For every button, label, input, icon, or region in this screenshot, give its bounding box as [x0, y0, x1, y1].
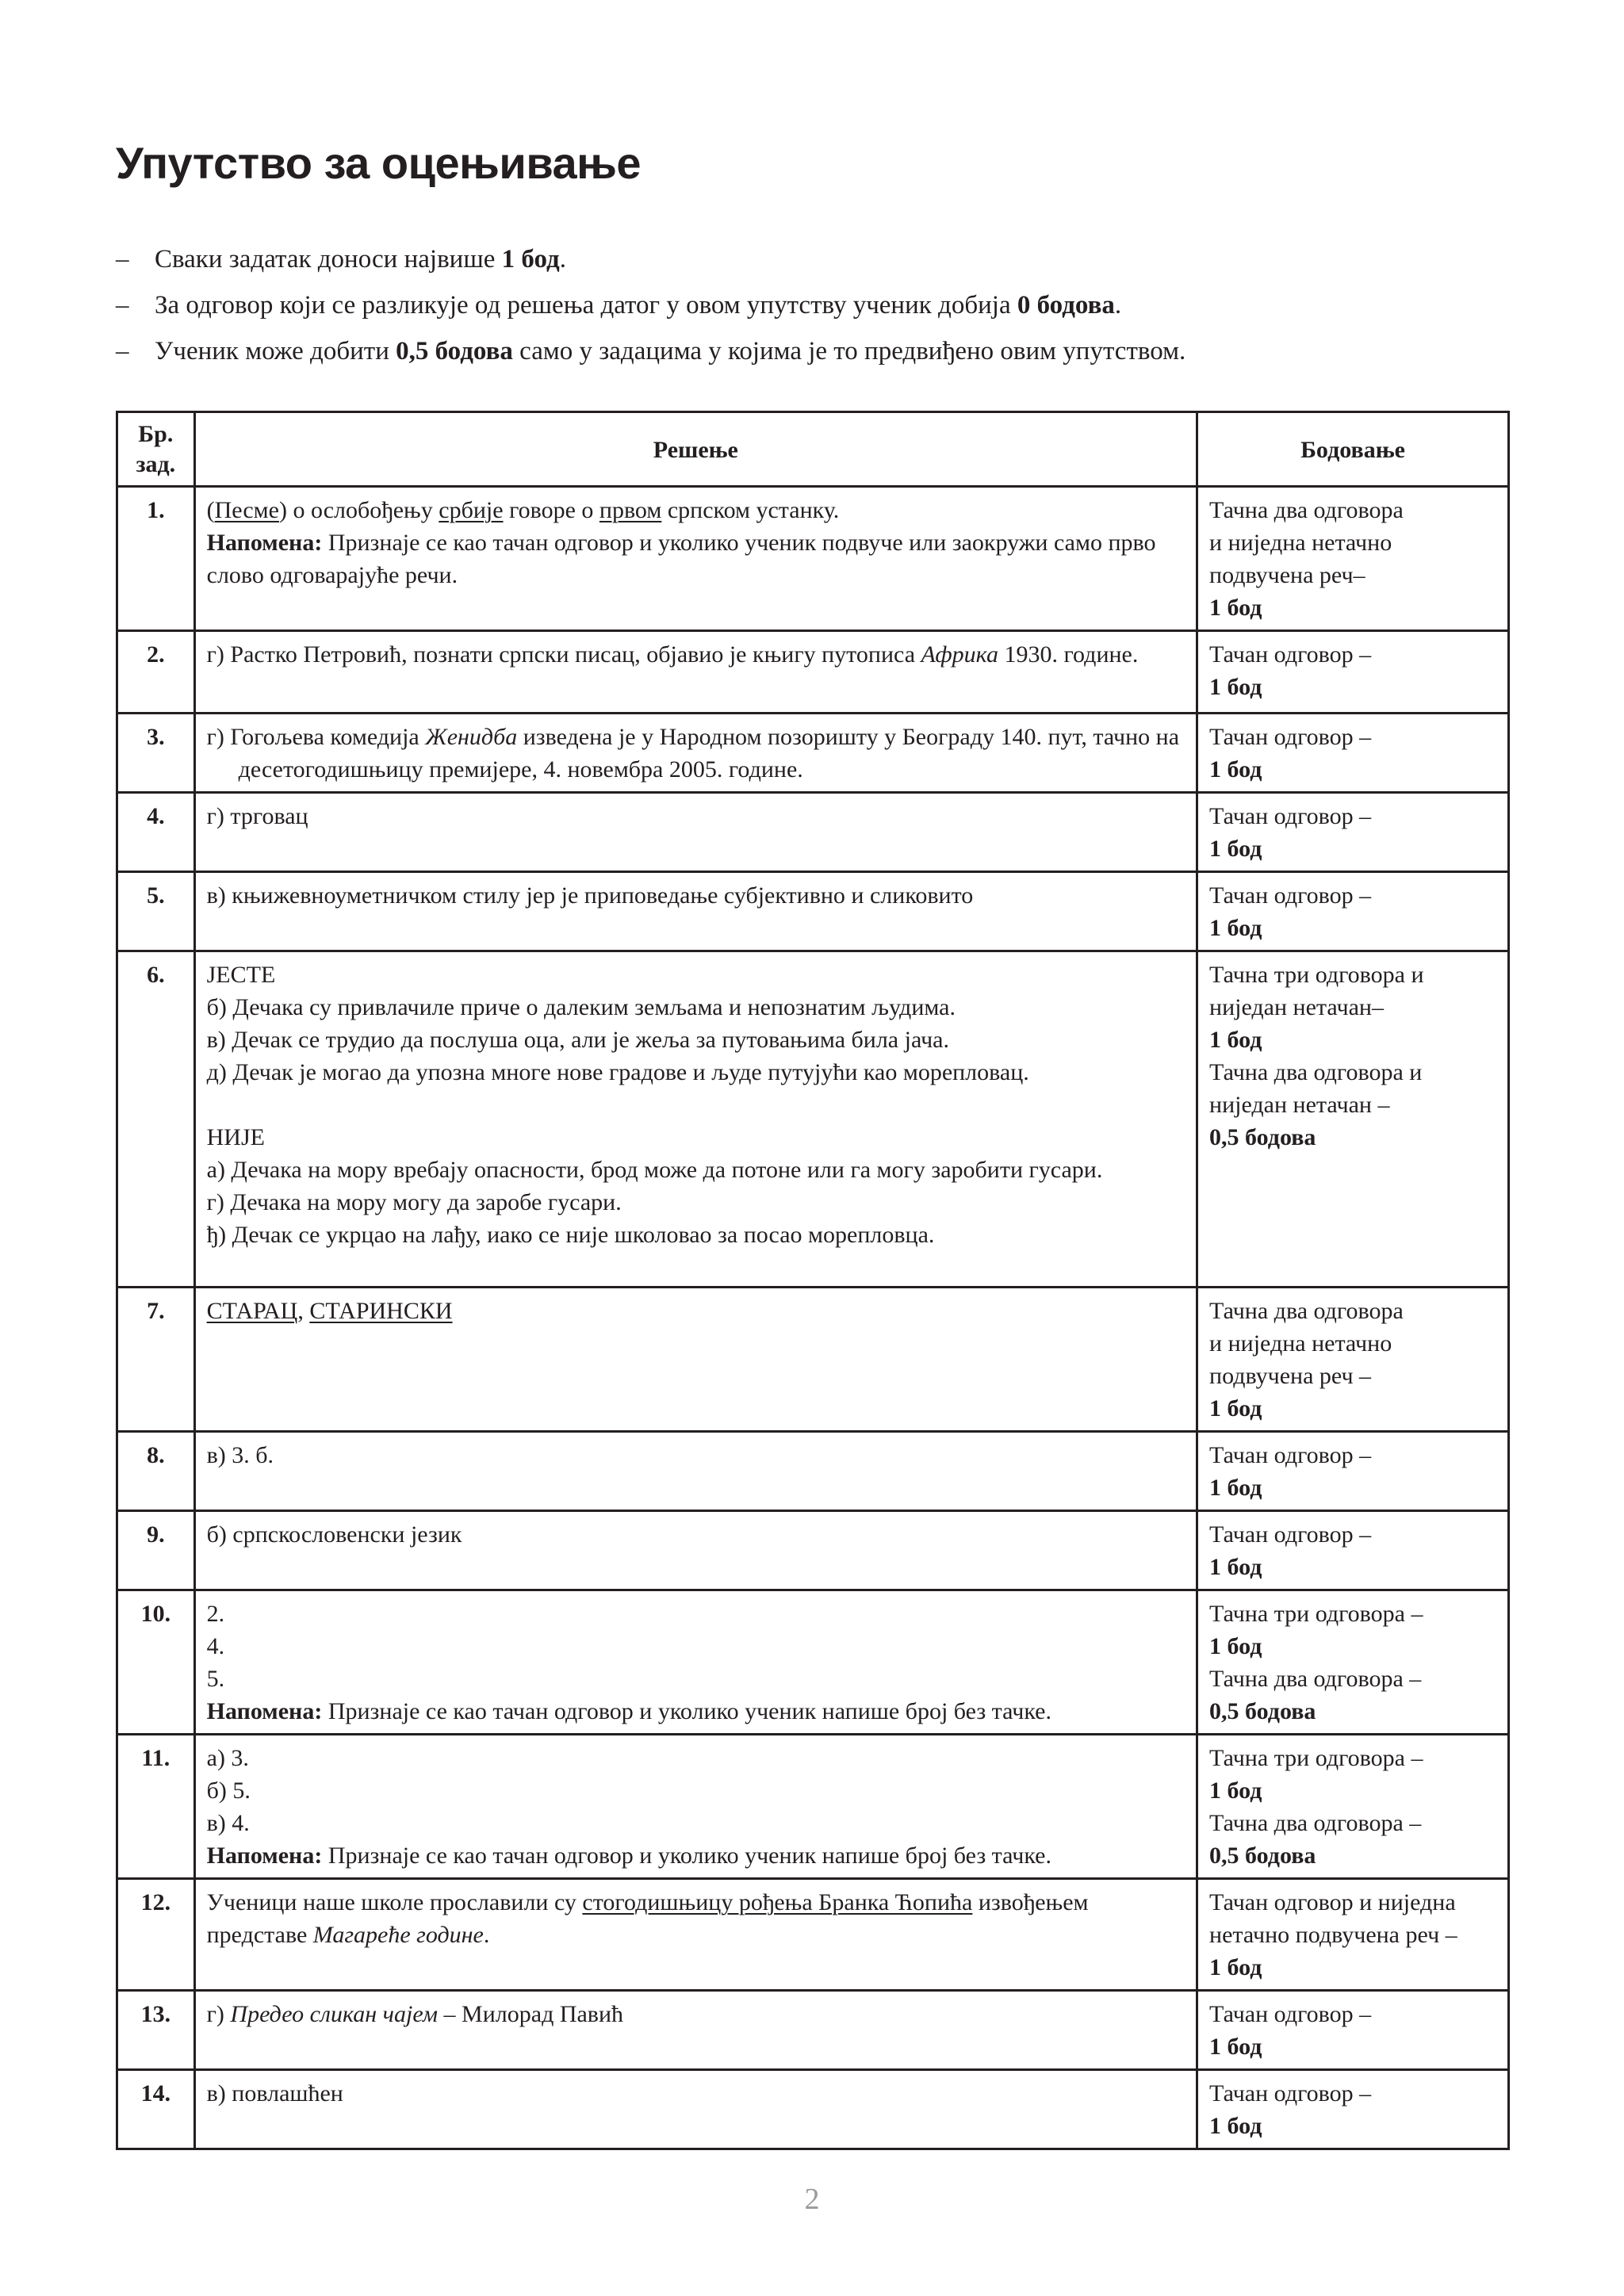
task-number: 1.: [117, 487, 195, 631]
scoring-cell: Тачна два одговора и ниједна нетачно подвучена реч – 1 бод: [1197, 1288, 1509, 1432]
solution-cell: б) српскословенски језик: [194, 1511, 1197, 1590]
rule-item: – За одговор који се разликује од решења датог у овом упутству ученик добија 0 бодова.: [116, 282, 1185, 328]
table-row: [117, 872, 1509, 951]
rule-item: – Сваки задатак доноси највише 1 бод.: [116, 236, 1185, 282]
scoring-cell: Тачан одговор – 1 бод: [1197, 1432, 1509, 1511]
table-row: [117, 793, 1509, 872]
solution-cell: (Песме) о ослобођењу србије говоре о првом српском устанку. Напомена: Признаје се као тачан одговор и уколико ученик подвуче или заокружи само прво слово одговарајуће речи.: [194, 487, 1197, 631]
table-row: [117, 487, 1509, 631]
scoring-cell: Тачан одговор – 1 бод: [1197, 714, 1509, 793]
rules-list: [116, 236, 1185, 374]
task-number: 14.: [117, 2070, 195, 2149]
solution-cell: а) 3. б) 5. в) 4. Напомена: Признаје се као тачан одговор и уколико ученик напише број без тачке.: [194, 1735, 1197, 1879]
task-number: 9.: [117, 1511, 195, 1590]
scoring-cell: Тачан одговор – 1 бод: [1197, 2070, 1509, 2149]
solution-cell: г) Гогољева комедија Женидба изведена је у Народном позоришту у Београду 140. пут, тачно на десетогодишњицу премијере, 4. новембра 2005. године.: [194, 714, 1197, 793]
scoring-cell: Тачан одговор и ниједна нетачно подвучена реч – 1 бод: [1197, 1879, 1509, 1991]
table-row: [117, 1735, 1509, 1879]
solution-cell: г) Растко Петровић, познати српски писац, објавио је књигу путописа Африка 1930. године.: [194, 631, 1197, 714]
task-number: 10.: [117, 1590, 195, 1735]
solution-cell: ЈЕСТЕ б) Дечака су привлачиле приче о далеким земљама и непознатим људима. в) Дечак се трудио да послуша оца, али је жеља за путовањима била јача. д) Дечак је могао да упозна многе нове градове и људе путујући као морепловац. НИЈЕ а) Дечака на мору вребају опасности, брод може да потоне или га могу заробити гусари. г) Дечака на мору могу да заробе гусари. ђ) Дечак се укрцао на лађу, иако се није школовао за посао морепловца.: [194, 951, 1197, 1288]
solution-cell: г) Предео сликан чајем – Милорад Павић: [194, 1991, 1197, 2070]
table-row: [117, 1432, 1509, 1511]
scoring-table: [116, 411, 1510, 2150]
solution-cell: в) повлашћен: [194, 2070, 1197, 2149]
scoring-cell: Тачан одговор – 1 бод: [1197, 1991, 1509, 2070]
solution-cell: 2. 4. 5. Напомена: Признаје се као тачан одговор и уколико ученик напише број без тачке.: [194, 1590, 1197, 1735]
scoring-cell: Тачан одговор – 1 бод: [1197, 793, 1509, 872]
table-row: [117, 1879, 1509, 1991]
task-number: 4.: [117, 793, 195, 872]
table-row: [117, 714, 1509, 793]
task-number: 3.: [117, 714, 195, 793]
table-row: [117, 1590, 1509, 1735]
header-solution: Решење: [194, 412, 1197, 487]
task-number: 5.: [117, 872, 195, 951]
task-number: 13.: [117, 1991, 195, 2070]
scoring-cell: Тачан одговор – 1 бод: [1197, 631, 1509, 714]
task-number: 6.: [117, 951, 195, 1288]
header-scoring: Бодовање: [1197, 412, 1509, 487]
task-number: 2.: [117, 631, 195, 714]
scoring-cell: Тачна два одговора и ниједна нетачно подвучена реч– 1 бод: [1197, 487, 1509, 631]
header-number: Бр. зад.: [117, 412, 195, 487]
scoring-cell: Тачна три одговора – 1 бод Тачна два одговора – 0,5 бодова: [1197, 1590, 1509, 1735]
scoring-cell: Тачна три одговора – 1 бод Тачна два одговора – 0,5 бодова: [1197, 1735, 1509, 1879]
scoring-cell: Тачна три одговора и ниједан нетачан– 1 бод Тачна два одговора и ниједан нетачан – 0,5 бодова: [1197, 951, 1509, 1288]
task-number: 7.: [117, 1288, 195, 1432]
table-row: [117, 631, 1509, 714]
page-title: Упутство за оцењивање: [116, 138, 642, 188]
table-row: [117, 1511, 1509, 1590]
rule-item: – Ученик може добити 0,5 бодова само у задацима у којима је то предвиђено овим упутством.: [116, 328, 1185, 374]
table-row: [117, 1288, 1509, 1432]
table-row: [117, 2070, 1509, 2149]
solution-cell: в) књижевноуметничком стилу јер је приповедање субјективно и сликовито: [194, 872, 1197, 951]
scoring-cell: Тачан одговор – 1 бод: [1197, 1511, 1509, 1590]
table-row: [117, 1991, 1509, 2070]
page-number: 2: [804, 2183, 820, 2216]
solution-cell: в) 3. б.: [194, 1432, 1197, 1511]
task-number: 8.: [117, 1432, 195, 1511]
solution-cell: г) трговац: [194, 793, 1197, 872]
table-row: [117, 951, 1509, 1288]
solution-cell: СТАРАЦ, СТАРИНСКИ: [194, 1288, 1197, 1432]
solution-cell: Ученици наше школе прославили су стогодишњицу рођења Бранка Ћопића извођењем представе Магареће године.: [194, 1879, 1197, 1991]
scoring-cell: Тачан одговор – 1 бод: [1197, 872, 1509, 951]
task-number: 11.: [117, 1735, 195, 1879]
table-header-row: [117, 412, 1509, 487]
task-number: 12.: [117, 1879, 195, 1991]
